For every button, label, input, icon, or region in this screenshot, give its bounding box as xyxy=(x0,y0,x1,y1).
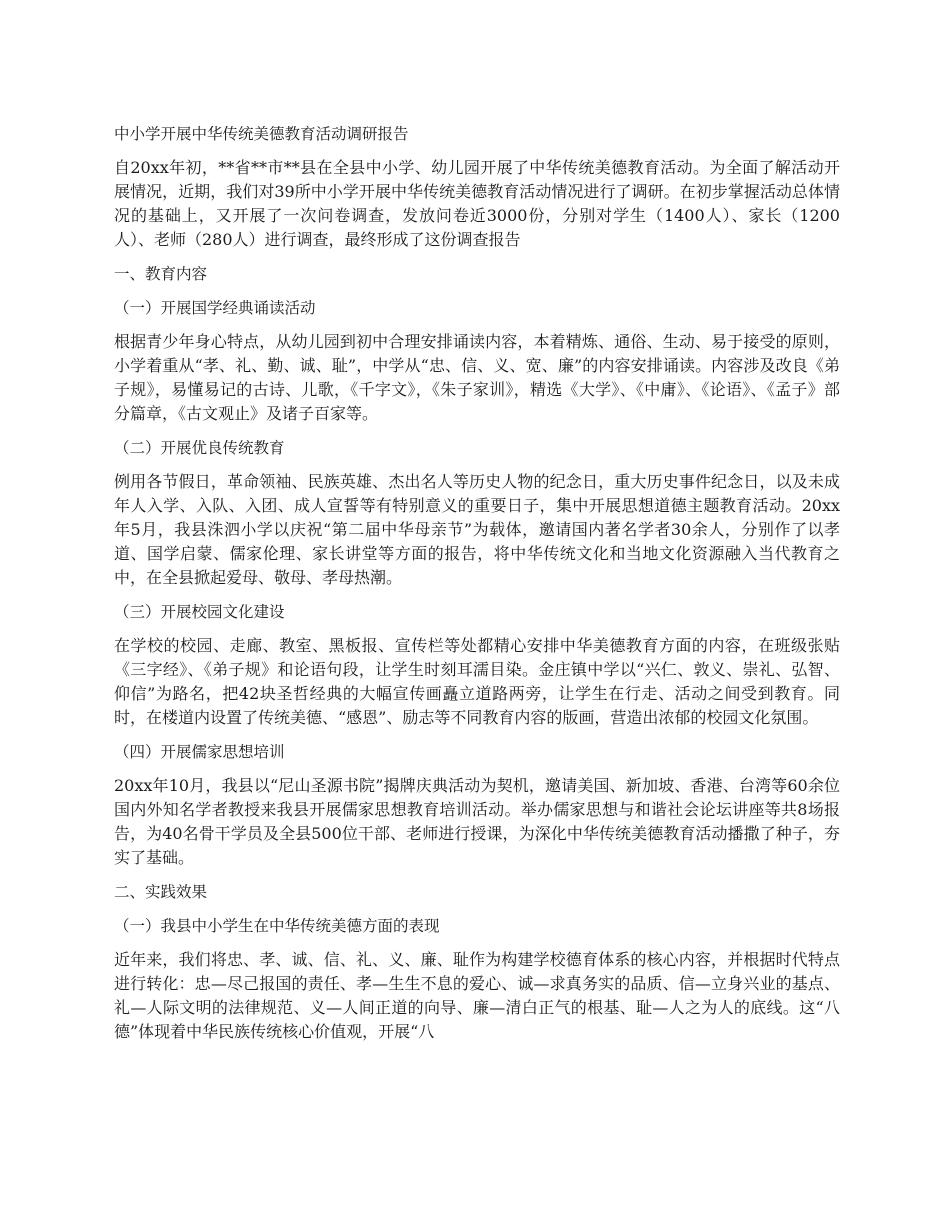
intro-paragraph: 自20xx年初，**省**市**县在全县中小学、幼儿园开展了中华传统美德教育活动。为全面了解活动开展情况，近期，我们对39所中小学开展中华传统美德教育活动情况进行了调研。在初步掌握活动总体情况的基础上，又开展了一次问卷调查，发放问卷近3000份，分别对学生（1400人）、家长（1200人）、老师（280人）进行调查，最终形成了这份调查报告 xyxy=(114,158,840,249)
section-1-heading: 一、教育内容 xyxy=(114,265,208,283)
section-1-2-paragraph: 例用各节假日，革命领袖、民族英雄、杰出名人等历史人物的纪念日，重大历史事件纪念日，以及未成年人入学、入队、入团、成人宣誓等有特别意义的重要日子，集中开展思想道德主题教育活动。20xx年5月，我县洙泗小学以庆祝“第二届中华母亲节”为载体，邀请国内著名学者30余人，分别作了以孝道、国学启蒙、儒家伦理、家长讲堂等方面的报告，将中华传统文化和当地文化资源融入当代教育之中，在全县掀起爱母、敬母、孝母热潮。 xyxy=(114,472,840,587)
section-1-4-heading: （四）开展儒家思想培训 xyxy=(114,743,285,761)
document-title: 中小学开展中华传统美德教育活动调研报告 xyxy=(114,125,409,143)
section-1-3-paragraph: 在学校的校园、走廊、教室、黑板报、宣传栏等处都精心安排中华美德教育方面的内容，在班级张贴《三字经》、《弟子规》和论语句段，让学生时刻耳濡目染。金庄镇中学以“兴仁、敦义、崇礼、弘智、仰信”为路名，把42块圣哲经典的大幅宣传画矗立道路两旁，让学生在行走、活动之间受到教育。同时，在楼道内设置了传统美德、“感恩”、励志等不同教育内容的版画，营造出浓郁的校园文化氛围。 xyxy=(114,636,840,727)
section-1-2-heading: （二）开展优良传统教育 xyxy=(114,439,285,457)
section-1-4-paragraph: 20xx年10月，我县以“尼山圣源书院”揭牌庆典活动为契机，邀请美国、新加坡、香港、台湾等60余位国内外知名学者教授来我县开展儒家思想教育培训活动。举办儒家思想与和谐社会论坛讲座等共8场报告，为40名骨干学员及全县500位干部、老师进行授课，为深化中华传统美德教育活动播撒了种子，夯实了基础。 xyxy=(114,776,840,867)
document-page xyxy=(114,122,840,1044)
section-2-1-paragraph: 近年来，我们将忠、孝、诚、信、礼、义、廉、耻作为构建学校德育体系的核心内容，并根据时代特点进行转化：忠—尽己报国的责任、孝—生生不息的爱心、诚—求真务实的品质、信—立身兴业的基点、礼—人际文明的法律规范、义—人间正道的向导、廉—清白正气的根基、耻—人之为人的底线。这“八德”体现着中华民族传统核心价值观，开展“八 xyxy=(114,950,840,1041)
section-1-1-heading: （一）开展国学经典诵读活动 xyxy=(114,299,316,317)
section-1-1-paragraph: 根据青少年身心特点，从幼儿园到初中合理安排诵读内容，本着精炼、通俗、生动、易于接受的原则，小学着重从“孝、礼、勤、诚、耻”，中学从“忠、信、义、宽、廉”的内容安排诵读。内容涉及改良《弟子规》，易懂易记的古诗、儿歌，《千字文》，《朱子家训》，精选《大学》、《中庸》、《论语》、《孟子》部分篇章，《古文观止》及诸子百家等。 xyxy=(114,332,840,423)
section-2-1-heading: （一）我县中小学生在中华传统美德方面的表现 xyxy=(114,917,440,935)
section-1-3-heading: （三）开展校园文化建设 xyxy=(114,603,285,621)
section-2-heading: 二、实践效果 xyxy=(114,883,208,901)
